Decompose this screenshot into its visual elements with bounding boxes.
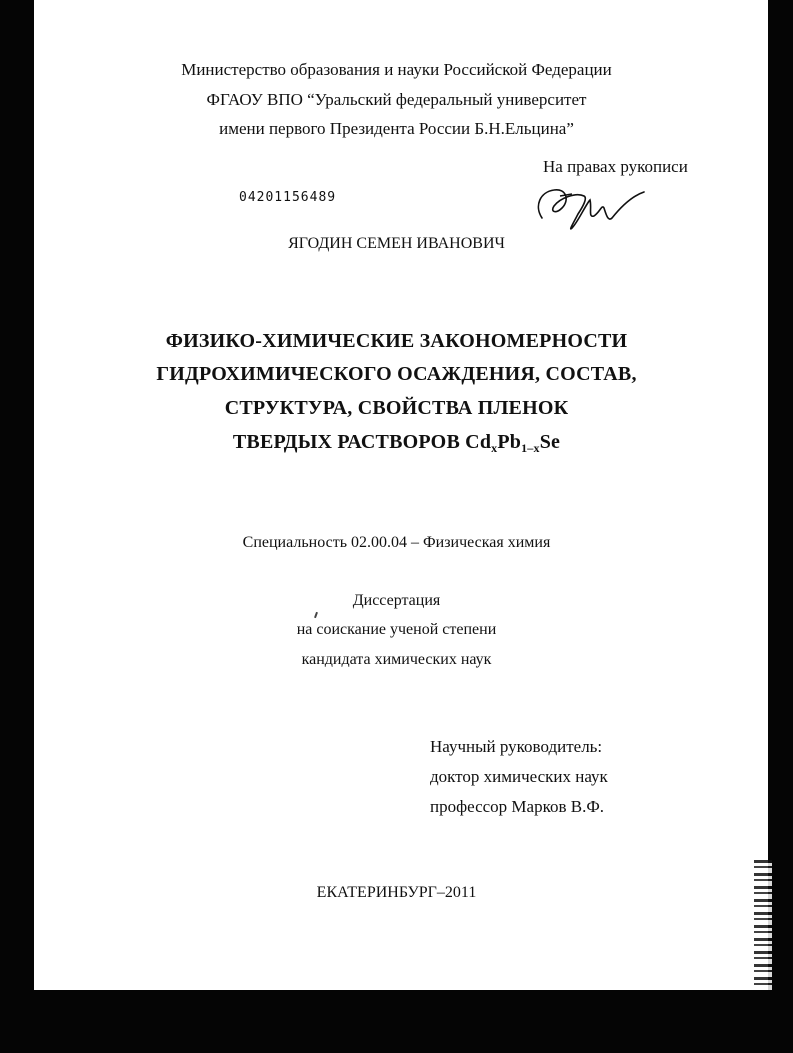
specialty-line: Специальность 02.00.04 – Физическая химия [242,534,551,551]
dissertation-line-1: Диссертация [352,592,441,609]
title-formula-sub-1-x: 1–x [521,441,540,455]
title-formula-pb: Pb [497,431,522,453]
title-line-1: ФИЗИКО-ХИМИЧЕСКИЕ ЗАКОНОМЕРНОСТИ [165,330,628,352]
document-code: 04201156489 [239,190,337,205]
dissertation-line-3: кандидата химических наук [301,651,492,668]
advisor-degree: доктор химических наук [430,767,608,786]
dissertation-line-2: на соискание ученой степени [296,621,497,638]
title-line-4 [0,431,793,456]
title-line-2: ГИДРОХИМИЧЕСКОГО ОСАЖДЕНИЯ, СОСТАВ, [156,363,637,385]
title-formula-sub-x: x [491,441,498,455]
ministry-line: Министерство образования и науки Российской Федерации [181,60,612,79]
scan-mark [314,612,318,618]
author-name: ЯГОДИН СЕМЕН ИВАНОВИЧ [288,235,505,252]
title-line-3: СТРУКТУРА, СВОЙСТВА ПЛЕНОК [224,397,569,419]
title-formula-se: Se [539,431,561,453]
university-line-1: ФГАОУ ВПО “Уральский федеральный университет [206,90,587,109]
advisor-name: профессор Марков В.Ф. [430,797,605,816]
advisor-label: Научный руководитель: [430,737,603,756]
university-line-2: имени первого Президента России Б.Н.Ельцина” [219,119,574,138]
manuscript-rights-label: На правах рукописи [543,157,688,176]
city-year-footer: ЕКАТЕРИНБУРГ–2011 [316,884,477,901]
signature-icon [532,178,652,234]
scan-border-bottom [0,990,793,1053]
title-formula-prefix: ТВЕРДЫХ РАСТВОРОВ Cd [232,431,492,453]
scan-noise [754,860,772,990]
